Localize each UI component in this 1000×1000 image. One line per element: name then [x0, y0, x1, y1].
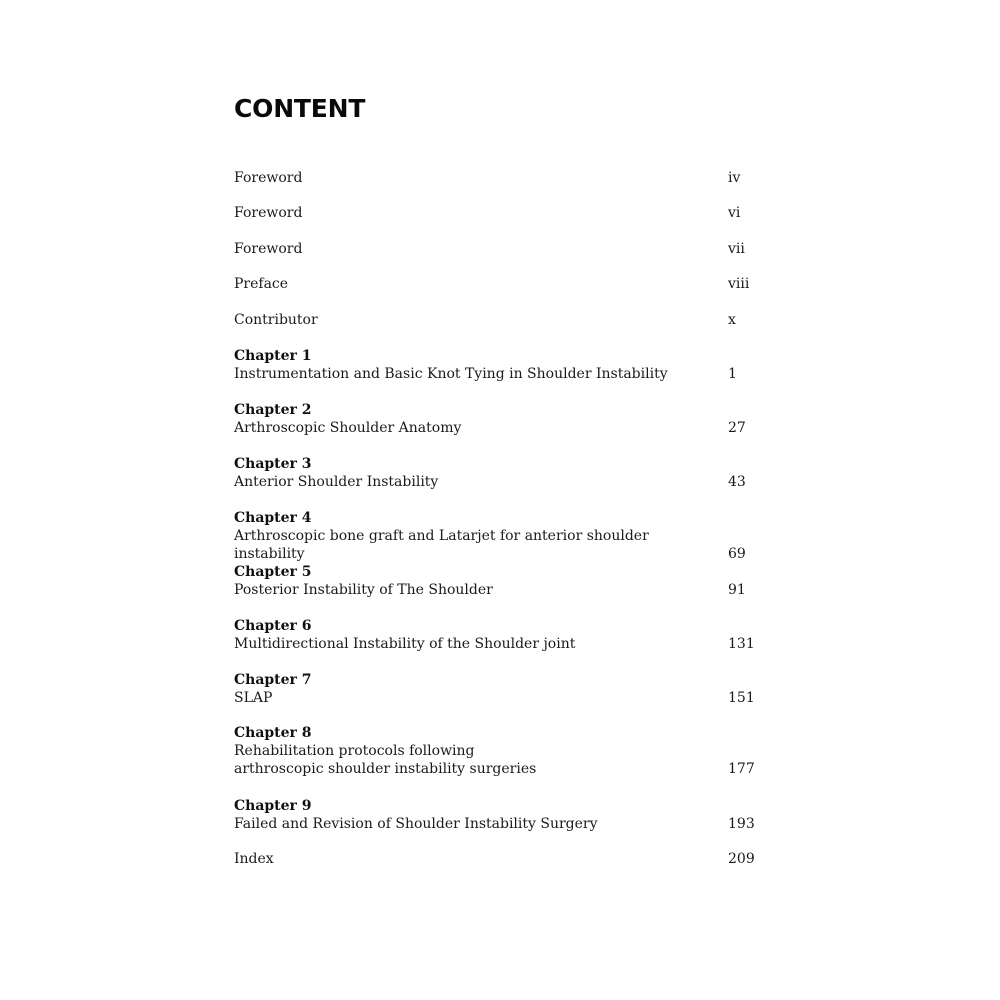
entry-page-number: 131 [728, 636, 755, 652]
chapter-title: Posterior Instability of The Shoulder [234, 582, 493, 598]
toc-chapter-entry [234, 401, 774, 437]
entry-page-number: x [728, 312, 736, 328]
toc-chapter-entry [234, 617, 774, 653]
toc-chapter-entry [234, 347, 774, 383]
chapter-label: Chapter 9 [234, 798, 312, 814]
toc-entry [234, 204, 774, 222]
entry-page-number: 69 [728, 546, 746, 562]
chapter-title: Anterior Shoulder Instability [234, 474, 439, 490]
page-title: CONTENT [234, 94, 366, 123]
entry-page-number: 43 [728, 474, 746, 490]
toc-chapter-entry [234, 563, 774, 599]
chapter-title: Instrumentation and Basic Knot Tying in Shoulder Instability [234, 366, 668, 382]
entry-page-number: 177 [728, 761, 755, 777]
entry-page-number: vi [728, 205, 741, 221]
toc-chapter-entry [234, 671, 774, 707]
chapter-title: Arthroscopic bone graft and Latarjet for anterior shoulder instability [234, 528, 649, 562]
entry-title: Contributor [234, 312, 318, 328]
chapter-title: Multidirectional Instability of the Shoulder joint [234, 636, 576, 652]
toc-chapter-entry [234, 509, 774, 563]
entry-title: Foreword [234, 205, 303, 221]
chapter-title: Rehabilitation protocols following arthroscopic shoulder instability surgeries [234, 743, 537, 777]
entry-page-number: viii [728, 276, 750, 292]
entry-page-number: iv [728, 170, 741, 186]
entry-page-number: 27 [728, 420, 746, 436]
toc-entry [234, 275, 774, 293]
toc-entry [234, 850, 774, 868]
chapter-label: Chapter 7 [234, 672, 312, 688]
toc-entry [234, 240, 774, 258]
entry-page-number: vii [728, 241, 745, 257]
chapter-label: Chapter 4 [234, 510, 312, 526]
toc-chapter-entry [234, 455, 774, 491]
chapter-label: Chapter 6 [234, 618, 312, 634]
entry-title: Preface [234, 276, 289, 292]
chapter-title: SLAP [234, 690, 273, 706]
toc-entry [234, 311, 774, 329]
entry-page-number: 91 [728, 582, 746, 598]
chapter-label: Chapter 1 [234, 348, 312, 364]
entry-title: Index [234, 851, 274, 867]
chapter-label: Chapter 2 [234, 402, 312, 418]
chapter-label: Chapter 5 [234, 564, 312, 580]
entry-title: Foreword [234, 241, 303, 257]
entry-page-number: 1 [728, 366, 737, 382]
entry-title: Foreword [234, 170, 303, 186]
entry-page-number: 193 [728, 816, 755, 832]
chapter-title: Failed and Revision of Shoulder Instability Surgery [234, 816, 598, 832]
chapter-label: Chapter 3 [234, 456, 312, 472]
toc-chapter-entry [234, 724, 774, 778]
toc-chapter-entry [234, 797, 774, 833]
chapter-label: Chapter 8 [234, 725, 312, 741]
entry-page-number: 151 [728, 690, 755, 706]
chapter-title: Arthroscopic Shoulder Anatomy [234, 420, 462, 436]
toc-entry [234, 169, 774, 187]
entry-page-number: 209 [728, 851, 755, 867]
